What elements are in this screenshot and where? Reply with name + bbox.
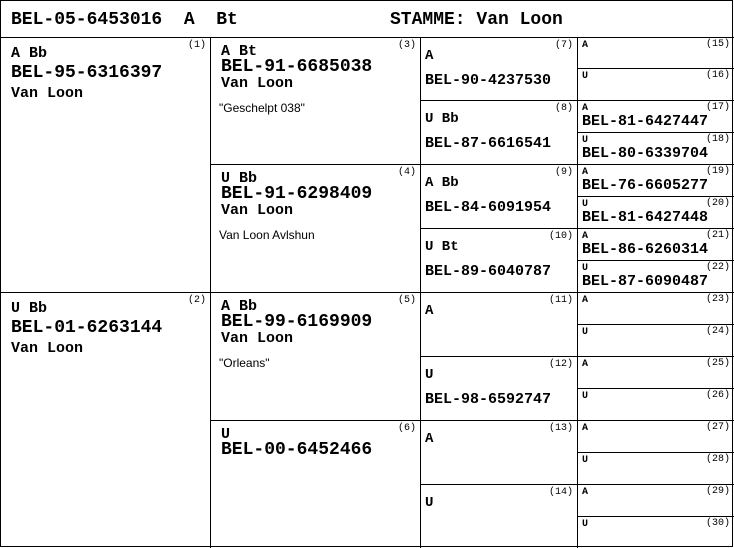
ring-number: BEL-84-6091954 [425,199,552,216]
cell-number: (28) [705,454,730,465]
ring-number: BEL-76-6605277 [582,177,709,194]
great-grandparent-cell [421,293,578,357]
ring-number: BEL-91-6685038 [221,57,373,77]
sex-color: U [582,71,589,82]
cell-number: (20) [705,198,730,209]
cell-number: (18) [705,134,730,145]
sex-color: U [582,327,589,338]
cell-number: (5) [397,295,416,306]
ring-number: BEL-00-6452466 [221,440,373,460]
ancestor-cell [578,38,734,69]
grandparent-cell [211,293,421,421]
sex-color: U [425,495,434,511]
breeder-name: Van Loon [221,202,294,219]
stamme-label: STAMME: Van Loon [390,10,563,30]
ancestor-cell [578,389,734,421]
sex-color: A [582,295,589,306]
ancestor-cell [578,421,734,453]
cell-number: (16) [705,70,730,81]
sex-color: U [582,519,589,530]
sex-color: U [582,391,589,402]
pigeon-note: "Orleans" [219,356,270,370]
sex-color: A [582,167,589,178]
cell-number: (1) [187,40,206,51]
cell-number: (17) [705,102,730,113]
ancestor-cell [578,261,734,293]
sex-color: U Bb [425,111,459,127]
cell-number: (6) [397,423,416,434]
breeder-name: Van Loon [11,85,84,102]
sex-color: U [582,263,589,274]
great-grandparent-cell [421,38,578,101]
cell-number: (23) [705,294,730,305]
sex-color: A [425,48,434,64]
cell-number: (9) [554,167,573,178]
cell-number: (3) [397,40,416,51]
sex-color: A Bb [221,298,258,315]
grandparent-cell [211,165,421,293]
cell-number: (26) [705,390,730,401]
sex-color: U [425,367,434,383]
sex-color: U Bb [221,170,258,187]
ring-number: BEL-81-6427447 [582,113,709,130]
great-grandparent-cell [421,165,578,229]
sex-color: A Bb [425,175,459,191]
cell-number: (15) [705,39,730,50]
cell-number: (4) [397,167,416,178]
great-grandparent-cell [421,101,578,165]
ring-number: BEL-99-6169909 [221,312,373,332]
ancestor-cell [578,293,734,325]
ancestor-cell [578,357,734,389]
ring-number: BEL-89-6040787 [425,263,552,280]
sex-color: A [582,359,589,370]
great-grandparent-cell [421,485,578,548]
ring-number: BEL-80-6339704 [582,145,709,162]
pigeon-note: Van Loon Avlshun [219,228,315,242]
ring-number: BEL-86-6260314 [582,241,709,258]
ancestor-cell [578,485,734,517]
sex-color: A [582,231,589,242]
cell-number: (29) [705,486,730,497]
breeder-name: Van Loon [11,340,84,357]
breeder-name: Van Loon [221,330,294,347]
ancestor-cell [578,517,734,548]
pigeon-note: "Geschelpt 038" [219,101,305,115]
sex-color: U [221,426,231,443]
sex-color: U Bt [425,239,459,255]
sex-color: U [582,135,589,146]
sex-color: A [582,40,589,51]
ring-number: BEL-87-6090487 [582,273,709,290]
sex-color: A [425,303,434,319]
ancestor-cell [578,69,734,101]
sire-cell [1,38,211,293]
sex-color: A [582,423,589,434]
cell-number: (13) [548,423,573,434]
sex-color: A [425,431,434,447]
ring-number: BEL-87-6616541 [425,135,552,152]
cell-number: (22) [705,262,730,273]
dam-cell [1,293,211,548]
cell-number: (11) [548,295,573,306]
breeder-name: Van Loon [221,75,294,92]
sex-color: A [582,487,589,498]
ancestor-cell [578,325,734,357]
cell-number: (24) [705,326,730,337]
ring-number: BEL-90-4237530 [425,72,552,89]
cell-number: (30) [705,518,730,529]
sex-color: A [582,103,589,114]
cell-number: (14) [548,487,573,498]
ancestor-cell [578,133,734,165]
cell-number: (25) [705,358,730,369]
great-grandparent-cell [421,357,578,421]
cell-number: (19) [705,166,730,177]
sex-color: U [582,455,589,466]
great-grandparent-cell [421,229,578,293]
ring-number: BEL-98-6592747 [425,391,552,408]
ancestor-cell [578,229,734,261]
sex-color: A Bt [221,43,258,60]
subject-ring-number: BEL-05-6453016 A Bt [11,10,238,30]
cell-number: (21) [705,230,730,241]
cell-number: (8) [554,103,573,114]
cell-number: (10) [548,231,573,242]
sex-color: A Bb [11,45,48,62]
cell-number: (27) [705,422,730,433]
ring-number: BEL-95-6316397 [11,63,163,83]
ring-number: BEL-01-6263144 [11,318,163,338]
sex-color: U Bb [11,300,48,317]
cell-number: (7) [554,40,573,51]
ancestor-cell [578,197,734,229]
ring-number: BEL-91-6298409 [221,184,373,204]
cell-number: (2) [187,295,206,306]
ancestor-cell [578,101,734,133]
pedigree-header [1,1,734,38]
ancestor-cell [578,453,734,485]
sex-color: U [582,199,589,210]
ring-number: BEL-81-6427448 [582,209,709,226]
grandparent-cell [211,38,421,165]
great-grandparent-cell [421,421,578,485]
grandparent-cell [211,421,421,548]
ancestor-cell [578,165,734,197]
cell-number: (12) [548,359,573,370]
